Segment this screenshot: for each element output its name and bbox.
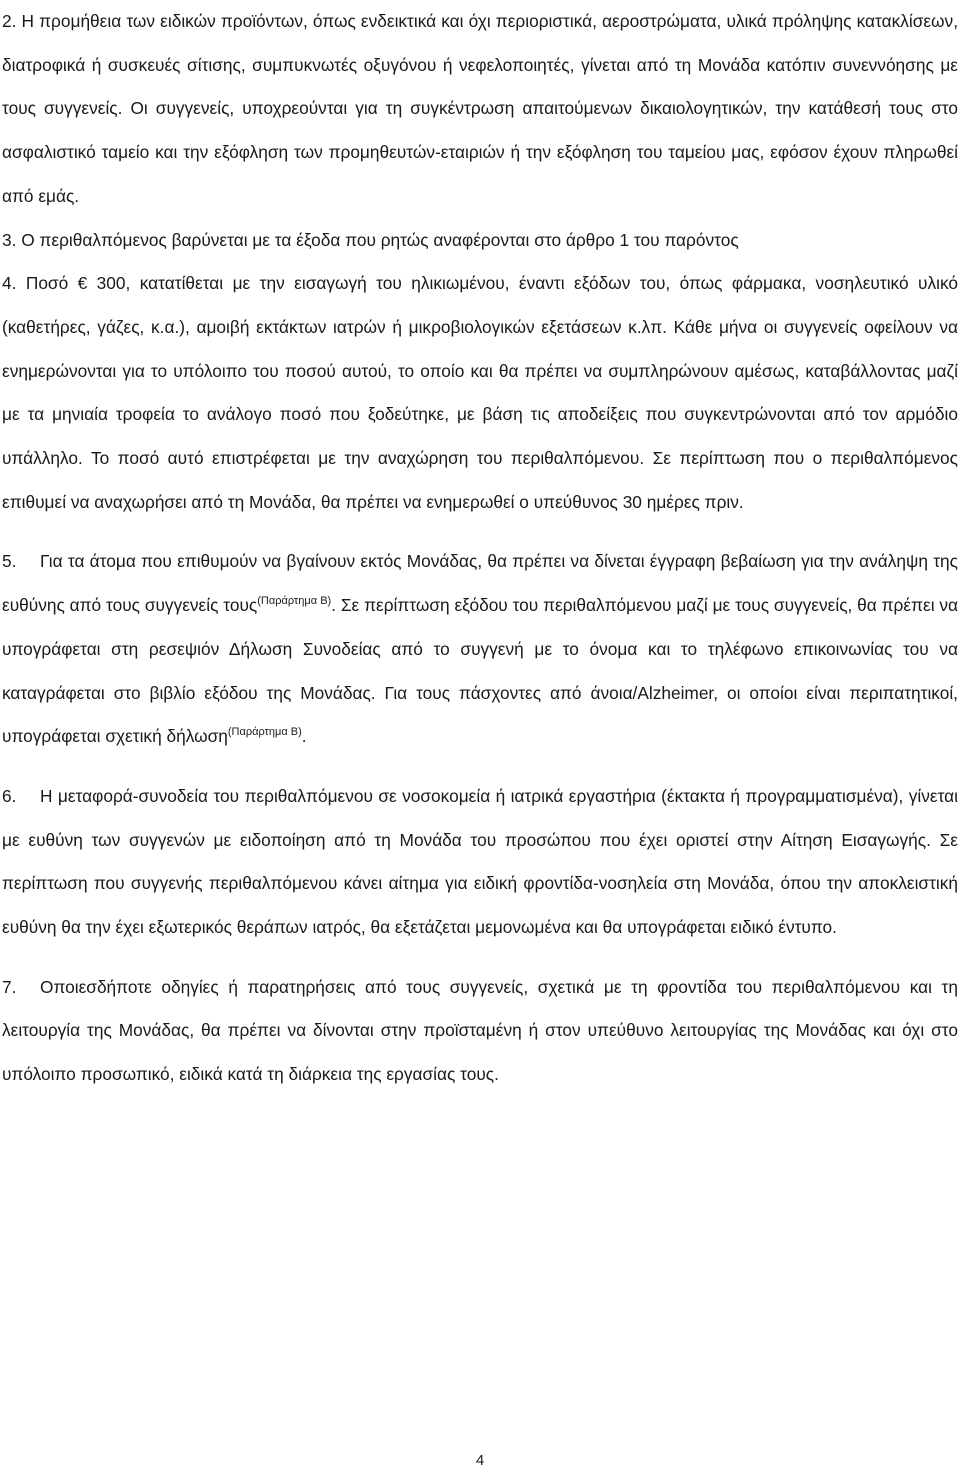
- paragraph-6: [2, 775, 958, 950]
- paragraph-3: 3. Ο περιθαλπόμενος βαρύνεται με τα έξοδα που ρητώς αναφέρονται στο άρθρο 1 του παρόντος: [2, 229, 739, 250]
- page-number: 4: [475, 1452, 485, 1469]
- paragraph-2: 2. Η προμήθεια των ειδικών προϊόντων, όπως ενδεικτικά και όχι περιοριστικά, αεροστρώματα, υλικά πρόληψης κατακλίσεων, διατροφικά ή συσκευές σίτισης, συμπυκνωτές οξυγόνου ή νεφελοποιητές, γίνεται από τη Μονάδα κατόπιν συνεννόησης με τους συγγενείς. Οι συγγενείς, υποχρεούνται για τη συγκέντρωση απαιτούμενων δικαιολογητικών, την κατάθεσή τους στο ασφαλιστικό ταμείο και την εξόφληση των προμηθευτών-εταιριών ή την εξόφληση του ταμείου μας, εφόσον έχουν πληρωθεί από εμάς.: [2, 11, 958, 206]
- paragraph-6-number: 6.: [2, 785, 17, 806]
- paragraph-7-number: 7.: [2, 976, 17, 997]
- paragraph-5-text-b: . Σε περίπτωση εξόδου του περιθαλπόμενου μαζί με τους συγγενείς, θα πρέπει να υπογράφεται στη ρεσεψιόν Δήλωση Συνοδείας από το συγγενή με το όνομα και το τηλέφωνο επικοινωνίας του να καταγράφεται στο βιβλίο εξόδου της Μονάδας. Για τους πάσχοντες από άνοια/Alzheimer, οι οποίοι είναι περιπατητικοί, υπογράφεται σχετική δήλωση: [2, 595, 959, 747]
- paragraph-4: 4. Ποσό € 300, κατατίθεται με την εισαγωγή του ηλικιωμένου, έναντι εξόδων του, όπως φάρμακα, νοσηλευτικό υλικό (καθετήρες, γάζες, κ.α.), αμοιβή εκτάκτων ιατρών ή μικροβιολογικών εξετάσεων κ.λπ. Κάθε μήνα οι συγγενείς οφείλουν να ενημερώνονται για το υπόλοιπο του ποσού αυτού, το οποίο και θα πρέπει να συμπληρώνουν αμέσως, καταβάλλοντας μαζί με τα μηνιαία τροφεία το ανάλογο ποσό που ξοδεύτηκε, με βάση τις αποδείξεις που συγκεντρώνονται από τον αρμόδιο υπάλληλο. Το ποσό αυτό επιστρέφεται με την αναχώρηση του περιθαλπόμενου. Σε περίπτωση που ο περιθαλπόμενος επιθυμεί να αναχωρήσει από τη Μονάδα, θα πρέπει να ενημερωθεί ο υπεύθυνος 30 ημέρες πριν.: [2, 273, 958, 512]
- paragraph-6-text: Η μεταφορά-συνοδεία του περιθαλπόμενου σε νοσοκομεία ή ιατρικά εργαστήρια (έκτακτα ή προγραμματισμένα), γίνεται με ευθύνη των συγγενών με ειδοποίηση από τη Μονάδα του προσώπου που έχει οριστεί στην Αίτηση Εισαγωγής. Σε περίπτωση που συγγενής περιθαλπόμενου κάνει αίτημα για ειδική φροντίδα-νοσηλεία στη Μονάδα, όπου την αποκλειστική ευθύνη θα την έχει εξωτερικός θεράπων ιατρός, θα εξετάζεται μεμονωμένα και θα υπογράφεται ειδικό έντυπο.: [2, 785, 958, 938]
- paragraph-5-text-a: Για τα άτομα που επιθυμούν να βγαίνουν εκτός Μονάδας, θα πρέπει να δίνεται έγγραφη βεβαίωση για την ανάληψη της ευθύνης από τους συγγενείς τους: [2, 551, 958, 616]
- paragraph-7: [2, 966, 958, 1097]
- paragraph-5-number: 5.: [2, 551, 17, 572]
- paragraph-5-superscript-b: (Παράρτημα Β): [227, 726, 302, 739]
- paragraph-5-text-c: .: [301, 726, 307, 747]
- paragraph-5-superscript-a: (Παράρτημα Β): [257, 595, 332, 608]
- paragraph-5: [2, 540, 958, 759]
- paragraph-7-text: Οποιεσδήποτε οδηγίες ή παρατηρήσεις από τους συγγενείς, σχετικά με τη φροντίδα του περιθαλπόμενου και τη λειτουργία της Μονάδας, θα πρέπει να δίνονται στην προϊσταμένη ή στον υπεύθυνο λειτουργίας της Μονάδας και όχι στο υπόλοιπο προσωπικό, ειδικά κατά τη διάρκεια της εργασίας τους.: [2, 976, 958, 1085]
- document-body: [2, 0, 958, 1097]
